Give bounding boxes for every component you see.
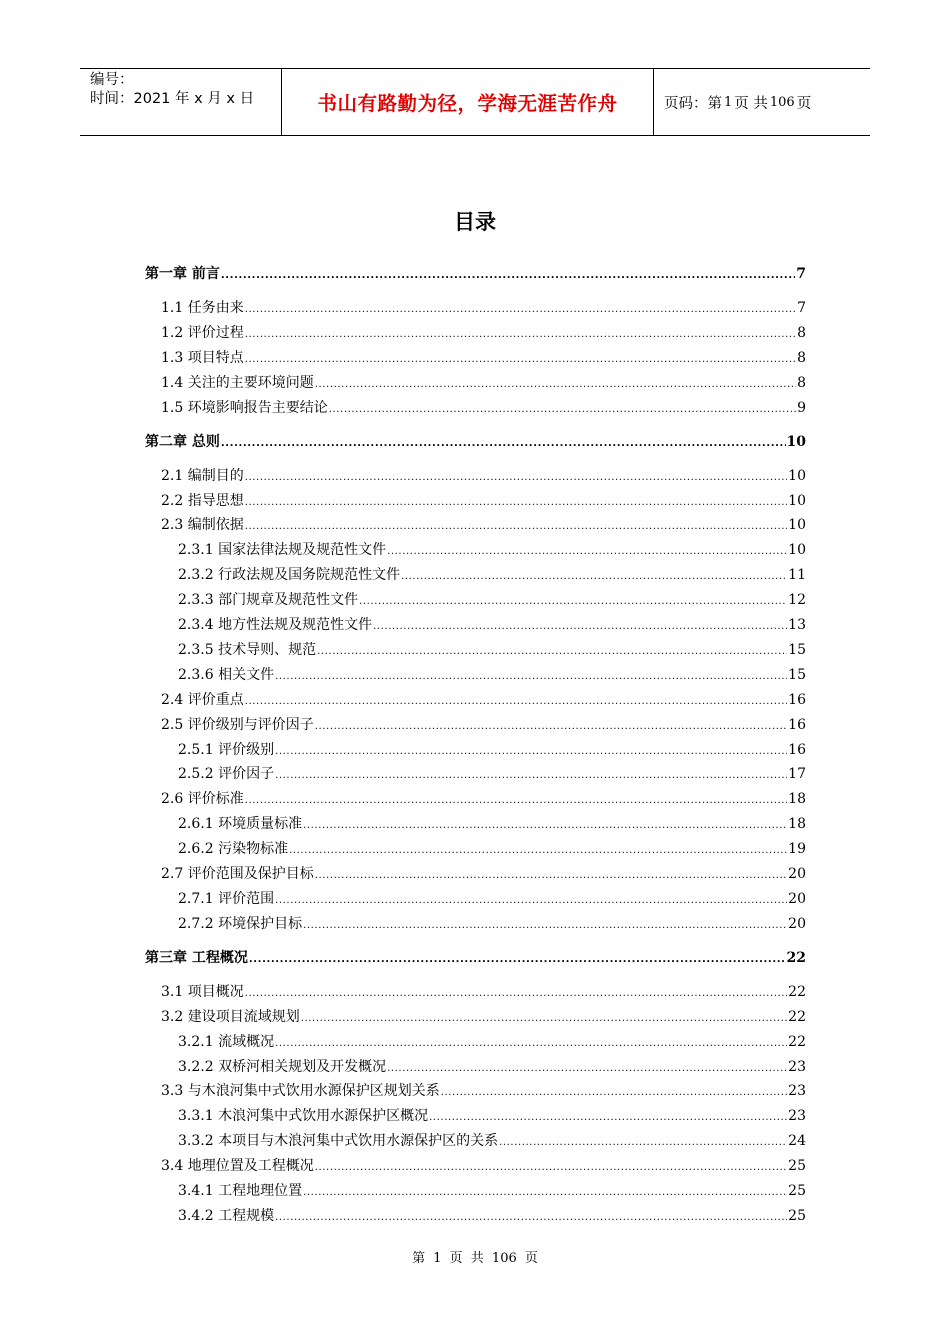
toc-entry-title: 2.3.2 行政法规及国务院规范性文件 (178, 567, 401, 584)
toc-dot-leader (275, 769, 787, 783)
toc-dot-leader (245, 303, 796, 317)
toc-entry-page: 22 (788, 983, 806, 1000)
toc-entry[interactable] (178, 614, 806, 634)
toc-entry-title: 3.4.1 工程地理位置 (178, 1183, 303, 1199)
header-page-mid: 页 共 (734, 95, 768, 112)
toc-entry-title: 1.1 任务由来 (161, 300, 244, 316)
toc-entry-title: 3.1 项目概况 (161, 983, 244, 1000)
header-page-number: 1 (724, 94, 733, 110)
toc-entry-title: 2.5.2 评价因子 (178, 766, 275, 783)
toc-entry-title: 2.3.1 国家法律法规及规范性文件 (178, 542, 387, 559)
toc-entry-page: 9 (797, 399, 806, 416)
toc-entry[interactable] (161, 1006, 806, 1026)
toc-entry-page: 23 (788, 1058, 806, 1075)
toc-entry-title: 2.7.2 环境保护目标 (178, 915, 303, 932)
header-page-total: 106 (769, 94, 795, 110)
header-time-label: 时间：2021 年 x 月 x 日 (90, 91, 255, 107)
toc-entry[interactable] (178, 564, 806, 584)
toc-entry-page: 22 (788, 1033, 806, 1050)
toc-entry-title: 2.7 评价范围及保护目标 (161, 866, 314, 882)
toc-entry-page: 24 (788, 1133, 806, 1150)
toc-entry-title: 3.3 与木浪河集中式饮用水源保护区规划关系 (161, 1083, 440, 1100)
toc-entry-page: 11 (788, 567, 806, 584)
toc-entry[interactable] (161, 514, 806, 534)
toc-dot-leader (249, 953, 786, 967)
toc-dot-leader (329, 403, 796, 417)
toc-entry-title: 第三章 工程概况 (145, 949, 248, 966)
toc-entry-page: 25 (788, 1207, 806, 1224)
toc-dot-leader (401, 570, 787, 584)
toc-entry-page: 16 (788, 691, 806, 708)
toc-dot-leader (359, 595, 787, 609)
toc-entry-page: 15 (788, 641, 806, 658)
toc-entry[interactable] (161, 322, 806, 342)
toc-dot-leader (245, 987, 787, 1001)
toc-entry-title: 2.5.1 评价级别 (178, 741, 275, 758)
toc-entry[interactable] (161, 788, 806, 808)
toc-dot-leader (303, 1186, 787, 1200)
page-footer: 第 1 页 共 106 页 (412, 1251, 538, 1266)
toc-entry[interactable] (161, 490, 806, 510)
toc-entry[interactable] (178, 1031, 806, 1051)
toc-entry-page: 19 (788, 841, 806, 858)
toc-entry-page: 10 (788, 467, 806, 484)
header-page-end: 页 (796, 95, 812, 112)
toc-entry-page: 18 (788, 791, 806, 808)
toc-entry-title: 3.2.2 双桥河相关规划及开发概况 (178, 1058, 387, 1075)
toc-entry-title: 3.2.1 流域概况 (178, 1033, 275, 1050)
toc-entry-page: 15 (788, 666, 806, 683)
toc-dot-leader (275, 1211, 787, 1225)
toc-entry-title: 2.3.6 相关文件 (178, 666, 275, 683)
toc-entry[interactable] (178, 589, 806, 609)
toc-dot-leader (315, 1161, 787, 1175)
toc-entry[interactable] (161, 689, 806, 709)
toc-entry-title: 2.5 评价级别与评价因子 (161, 716, 314, 733)
toc-dot-leader (245, 496, 787, 510)
toc-dot-leader (303, 919, 787, 933)
toc-entry-title: 1.2 评价过程 (161, 324, 244, 341)
toc-entry-title: 2.3.5 技术导则、规范 (178, 641, 317, 658)
header-motto: 书山有路勤为径，学海无涯苦作舟 (282, 69, 654, 135)
toc-entry-title: 1.4 关注的主要环境问题 (161, 374, 314, 391)
toc-dot-leader (315, 378, 796, 392)
toc-dot-leader (245, 353, 796, 367)
toc-entry-page: 25 (788, 1158, 806, 1175)
toc-dot-leader (245, 695, 787, 709)
toc-entry-page: 20 (788, 915, 806, 932)
toc-dot-leader (315, 720, 787, 734)
toc-entry[interactable] (178, 539, 806, 559)
toc-entry[interactable] (161, 372, 806, 392)
header-info-cell (80, 69, 282, 135)
toc-entry-title: 3.4 地理位置及工程概况 (161, 1158, 314, 1175)
toc-entry[interactable] (161, 297, 806, 317)
toc-chapter-entry[interactable] (145, 263, 806, 283)
toc-entry[interactable] (178, 1180, 806, 1200)
header-page-label: 页码：第 (664, 95, 722, 112)
toc-dot-leader (221, 269, 795, 283)
toc-entry-page: 10 (788, 517, 806, 534)
toc-entry[interactable] (178, 1056, 806, 1076)
toc-entry-title: 2.6.1 环境质量标准 (178, 816, 303, 833)
toc-entry-title: 3.3.1 木浪河集中式饮用水源保护区概况 (178, 1108, 429, 1125)
toc-entry-page: 17 (788, 766, 806, 783)
toc-entry-page: 20 (788, 890, 806, 907)
toc-entry-page: 23 (788, 1083, 806, 1100)
toc-entry-page: 22 (788, 1008, 806, 1025)
toc-entry-page: 10 (788, 492, 806, 509)
toc-dot-leader (289, 844, 787, 858)
toc-entry[interactable] (161, 1155, 806, 1175)
toc-dot-leader (303, 819, 787, 833)
toc-dot-leader (373, 620, 787, 634)
toc-entry-page: 8 (797, 324, 806, 341)
toc-entry-title: 3.3.2 本项目与木浪河集中式饮用水源保护区的关系 (178, 1133, 499, 1150)
toc-entry-title: 3.4.2 工程规模 (178, 1207, 275, 1224)
toc-dot-leader (221, 437, 786, 451)
toc-entry[interactable] (161, 863, 806, 883)
toc-entry-title: 2.6.2 污染物标准 (178, 841, 289, 858)
toc-dot-leader (275, 1037, 787, 1051)
document-header (80, 68, 870, 136)
toc-dot-leader (275, 670, 787, 684)
toc-chapter-entry[interactable] (145, 431, 806, 451)
toc-dot-leader (245, 794, 787, 808)
toc-entry[interactable] (161, 465, 806, 485)
toc-entry[interactable] (178, 664, 806, 684)
toc-entry[interactable] (161, 397, 806, 417)
toc-entry-title: 1.5 环境影响报告主要结论 (161, 399, 328, 416)
toc-entry-title: 2.2 指导思想 (161, 492, 244, 509)
toc-entry[interactable] (161, 1080, 806, 1100)
toc-entry[interactable] (161, 714, 806, 734)
toc-entry-page: 10 (786, 433, 806, 450)
toc-entry[interactable] (178, 1205, 806, 1225)
toc-dot-leader (301, 1012, 787, 1026)
toc-entry-title: 2.1 编制目的 (161, 467, 244, 484)
toc-entry-page: 10 (788, 542, 806, 559)
toc-entry-page: 18 (788, 816, 806, 833)
toc-dot-leader (317, 645, 787, 659)
toc-entry-title: 2.6 评价标准 (161, 791, 244, 808)
toc-entry-title: 第一章 前言 (145, 266, 220, 282)
header-page-cell (654, 69, 870, 135)
toc-entry-title: 2.4 评价重点 (161, 691, 244, 708)
toc-entry[interactable] (161, 347, 806, 367)
toc-entry-page: 13 (788, 617, 806, 633)
toc-dot-leader (429, 1111, 787, 1125)
toc-entry-title: 第二章 总则 (145, 433, 220, 450)
toc-entry-page: 20 (788, 866, 806, 882)
header-number-label: 编号： (90, 72, 134, 88)
toc-entry-page: 23 (788, 1108, 806, 1125)
toc-chapter-entry[interactable] (145, 947, 806, 967)
toc-entry-title: 2.3.3 部门规章及规范性文件 (178, 592, 359, 609)
toc-entry[interactable] (178, 1130, 806, 1150)
toc-entry-page: 16 (788, 741, 806, 758)
toc-entry-title: 2.7.1 评价范围 (178, 890, 275, 907)
toc-entry-title: 3.2 建设项目流域规划 (161, 1008, 300, 1025)
toc-entry-page: 25 (788, 1183, 806, 1199)
toc-entry-page: 8 (797, 349, 806, 366)
toc-entry[interactable] (178, 913, 806, 933)
toc-entry[interactable] (178, 813, 806, 833)
toc-dot-leader (245, 471, 787, 485)
toc-entry-page: 8 (797, 374, 806, 391)
toc-dot-leader (387, 545, 787, 559)
toc-entry-page: 16 (788, 716, 806, 733)
toc-entry-page: 12 (788, 592, 806, 609)
toc-entry-title: 2.3.4 地方性法规及规范性文件 (178, 617, 373, 633)
toc-dot-leader (275, 894, 787, 908)
toc-dot-leader (441, 1086, 787, 1100)
toc-entry-page: 7 (796, 266, 806, 282)
toc-dot-leader (315, 869, 787, 883)
toc-entry-title: 2.3 编制依据 (161, 517, 244, 534)
toc-entry[interactable] (178, 888, 806, 908)
toc-entry[interactable] (161, 981, 806, 1001)
toc-dot-leader (245, 520, 787, 534)
toc-entry[interactable] (178, 763, 806, 783)
toc-entry[interactable] (178, 639, 806, 659)
toc-dot-leader (245, 328, 796, 342)
toc-dot-leader (387, 1062, 787, 1076)
toc-entry-page: 22 (786, 949, 806, 966)
toc-entry[interactable] (178, 838, 806, 858)
toc-title: 目录 (454, 210, 496, 234)
toc-entry[interactable] (178, 1105, 806, 1125)
toc-entry[interactable] (178, 739, 806, 759)
toc-dot-leader (499, 1136, 787, 1150)
toc-entry-title: 1.3 项目特点 (161, 349, 244, 366)
toc-entry-page: 7 (797, 300, 806, 316)
toc-dot-leader (275, 745, 787, 759)
